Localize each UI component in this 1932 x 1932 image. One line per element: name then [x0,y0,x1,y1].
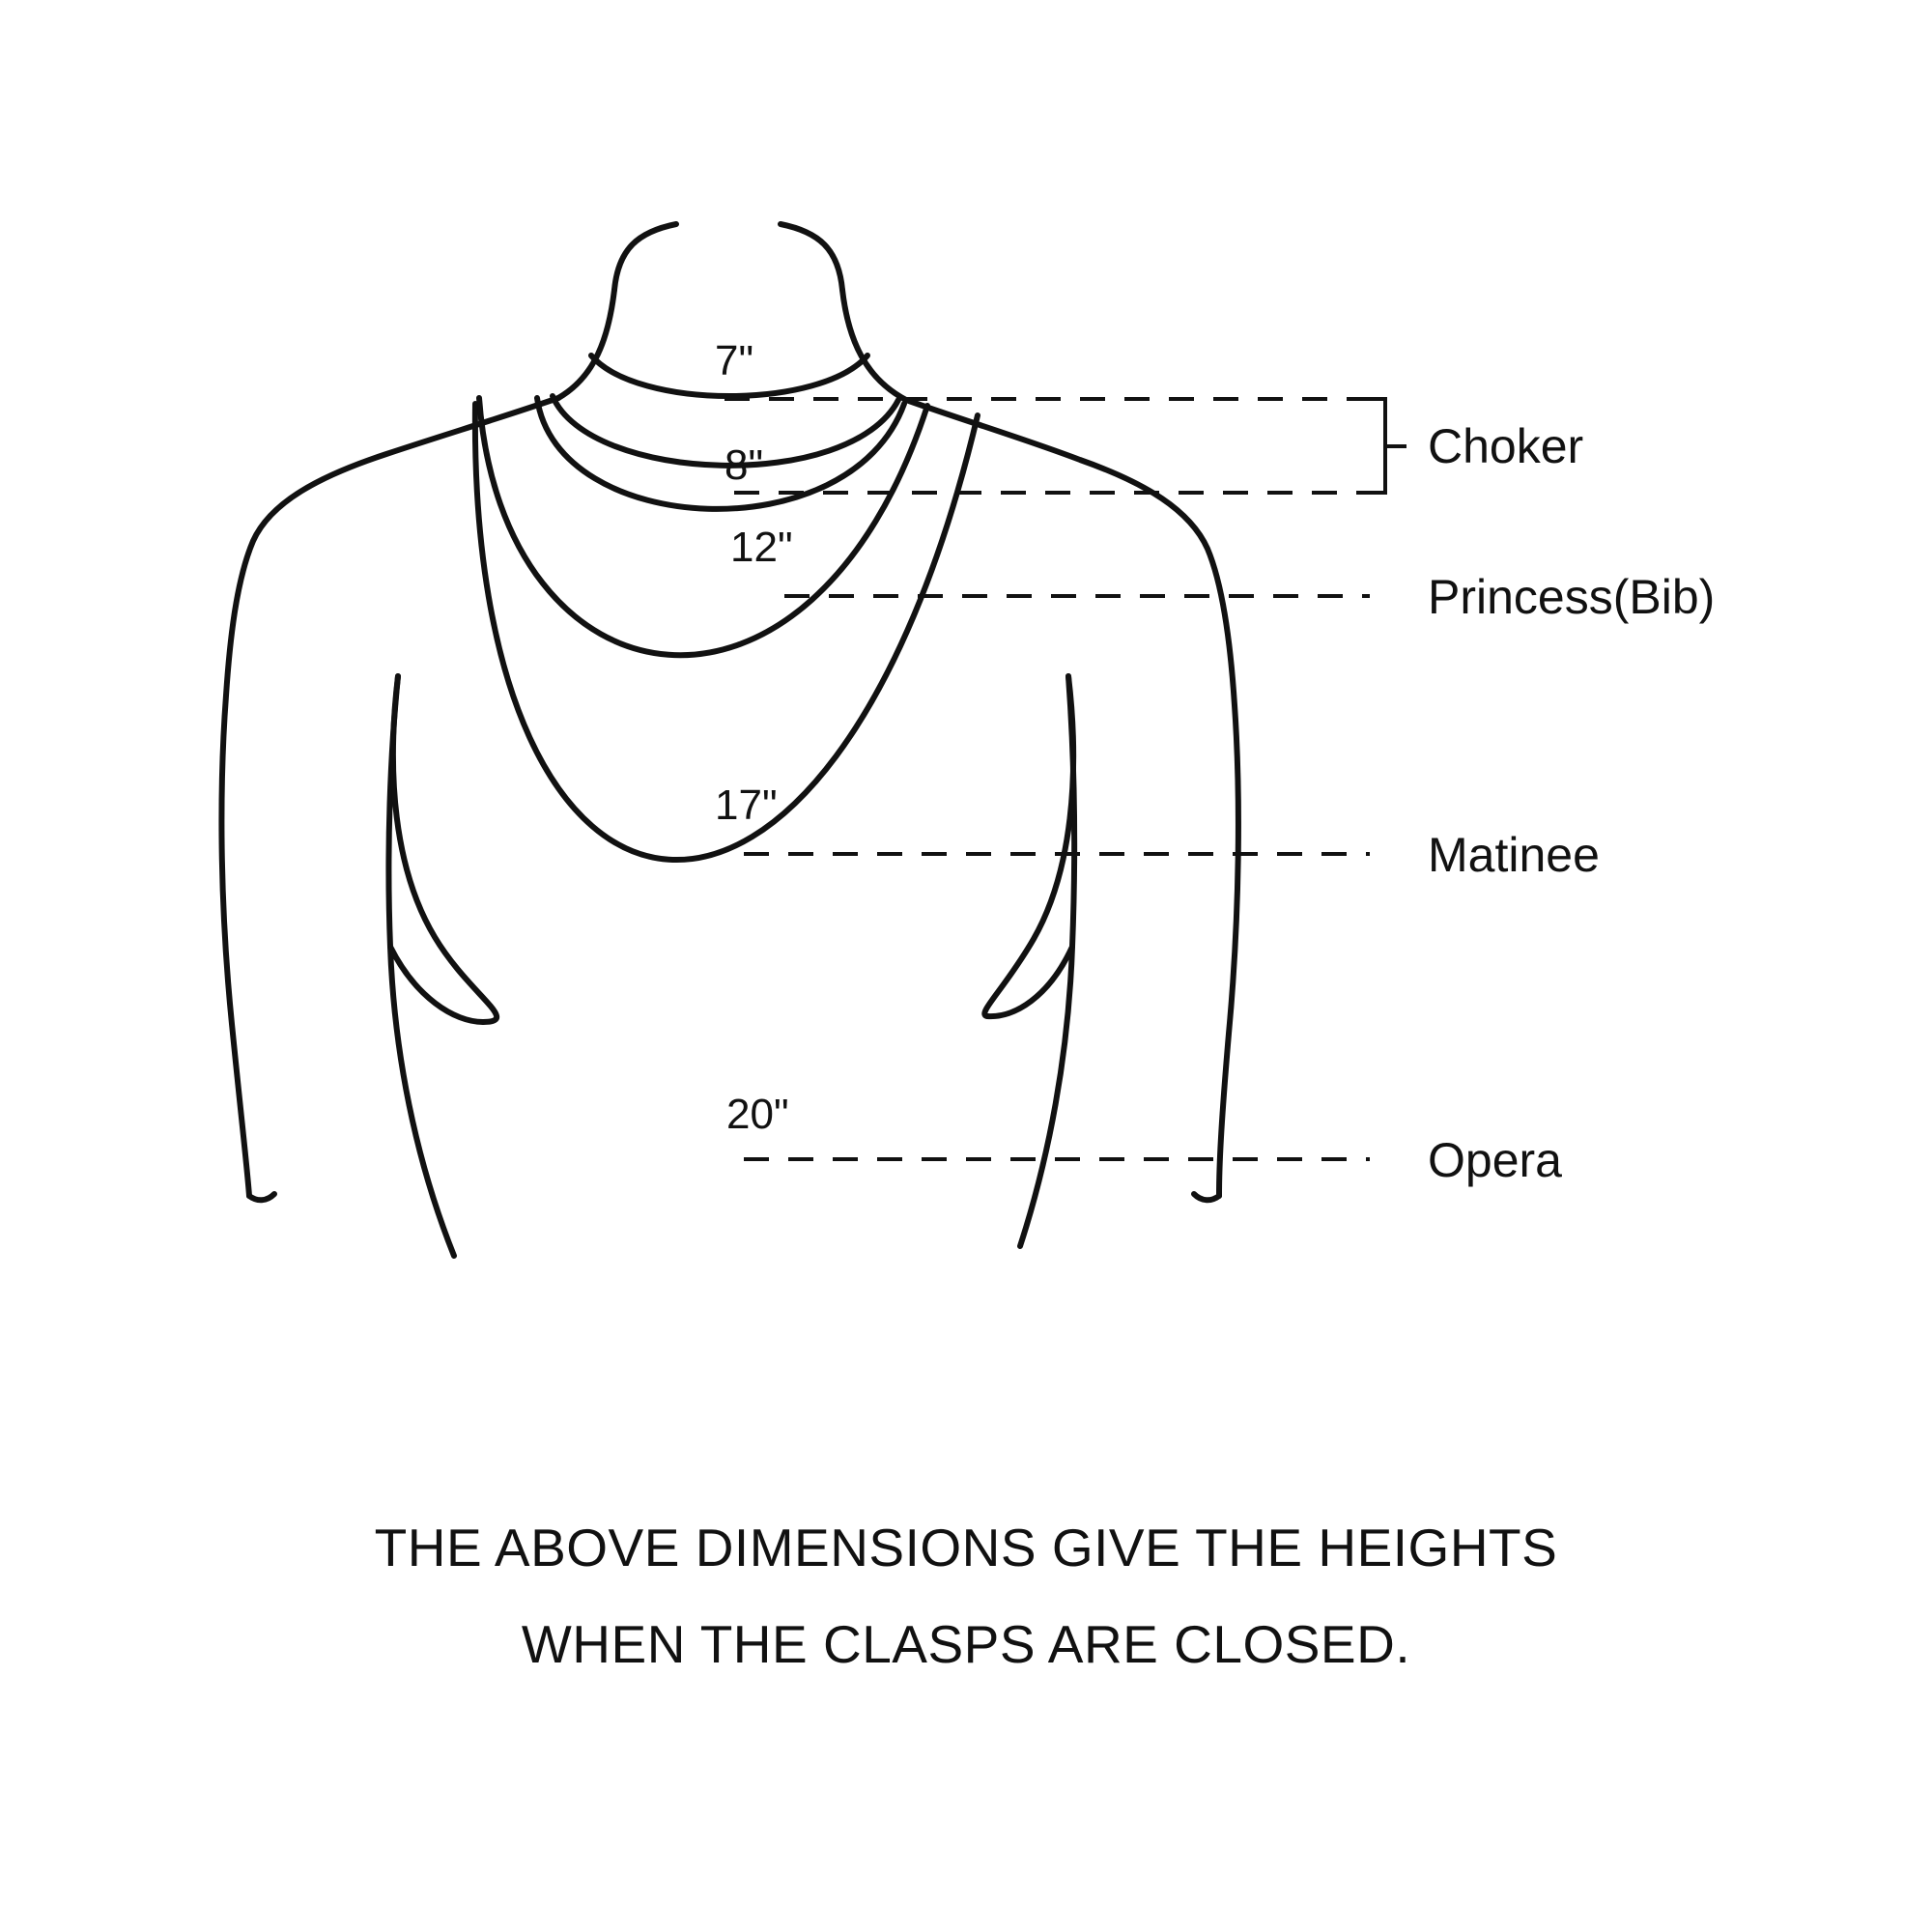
measure-label-20in: 20" [726,1091,789,1138]
style-label-princess: Princess(Bib) [1428,570,1716,624]
choker-bracket [1370,399,1385,493]
measure-label-12in: 12" [730,524,793,571]
measure-label-7in: 7" [715,337,754,384]
measure-label-8in: 8" [724,441,764,489]
caption-line-1: THE ABOVE DIMENSIONS GIVE THE HEIGHTS [374,1518,1558,1577]
style-label-choker: Choker [1428,419,1584,473]
style-label-matinee: Matinee [1428,828,1600,882]
necklace-12in [537,398,904,509]
caption-line-2: WHEN THE CLASPS ARE CLOSED. [521,1614,1411,1674]
measure-label-17in: 17" [715,781,778,829]
style-label-opera: Opera [1428,1133,1562,1187]
